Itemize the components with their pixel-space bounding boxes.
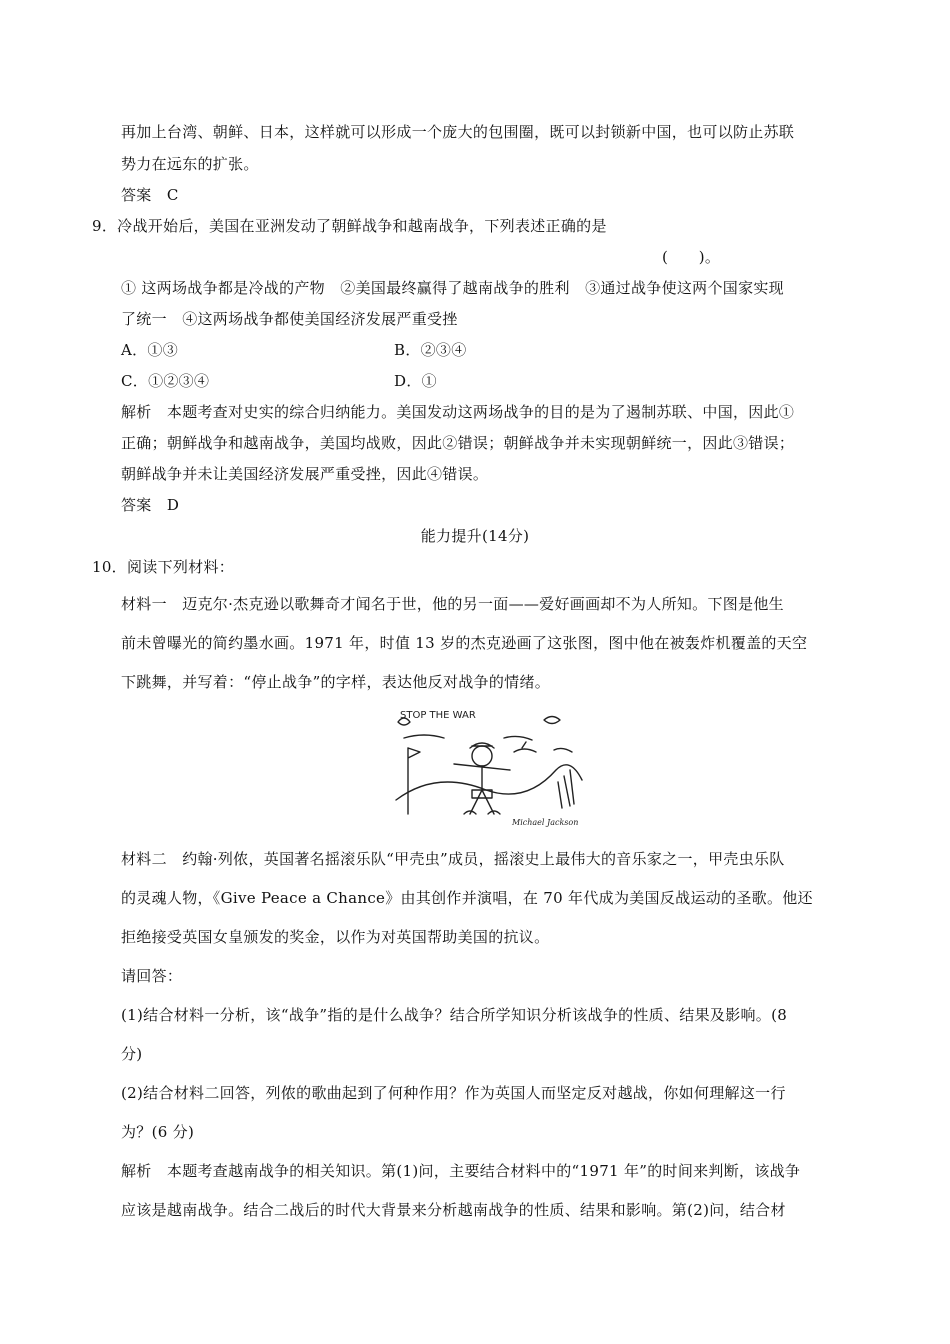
ink-drawing-figure [394,708,584,830]
q9-analysis-line-1: 解析 本题考查对史实的综合归纳能力。美国发动这两场战争的目的是为了遏制苏联、中国，因此① [121,403,795,421]
q9-answer: 答案 D [121,496,180,514]
q10-material2-line-2: 的灵魂人物，《Give Peace a Chance》由其创作并演唱，在 70 年代成为美国反战运动的圣歌。他还 [121,889,813,907]
q10-material2-line-1: 材料二 约翰·列侬，英国著名摇滚乐队“甲壳虫”成员，摇滚史上最伟大的音乐家之一，甲壳虫乐队 [121,850,785,868]
q9-analysis-line-3: 朝鲜战争并未让美国经济发展严重受挫，因此④错误。 [121,465,489,483]
bomber-shape-3 [514,742,572,752]
q8-text-line-1: 再加上台湾、朝鲜、日本，这样就可以形成一个庞大的包围圈，既可以封锁新中国，也可以防止苏联 [121,123,795,141]
flag-pole [408,748,420,814]
q10-material1-line-1: 材料一 迈克尔·杰克逊以歌舞奇才闻名于世，他的另一面——爱好画画却不为人所知。下图是他生 [121,595,784,613]
sky-scribble [404,735,532,740]
q10-sub1-line-2: 分) [121,1045,143,1063]
figure-stop-the-war-text: STOP THE WAR [400,710,476,721]
q10-material1-line-3: 下跳舞，并写着：“停止战争”的字样，表达他反对战争的情绪。 [121,673,551,691]
q8-answer: 答案 C [121,186,179,204]
q9-option-b: B．②③④ [394,341,467,359]
q9-items-line-2: 了统一 ④这两场战争都使美国经济发展严重受挫 [121,310,458,328]
q9-option-d: D．① [394,372,437,390]
section-title: 能力提升(14分) [420,527,530,545]
hill-line [396,765,582,800]
q9-stem: 9．冷战开始后，美国在亚洲发动了朝鲜战争和越南战争，下列表述正确的是 [92,217,607,235]
figure-signature: Michael Jackson [512,818,579,827]
q10-sub1-line-1: (1)结合材料一分析，该“战争”指的是什么战争？结合所学知识分析该战争的性质、结果及影响。(8 [121,1006,788,1024]
q9-answer-parenthesis: ( )。 [662,248,721,266]
q10-analysis-line-2: 应该是越南战争。结合二战后的时代大背景来分析越南战争的性质、结果和影响。第(2)问，结合材 [121,1201,786,1219]
figure-body [454,764,510,814]
bomber-shape-2 [544,717,560,724]
figure-head [472,746,492,766]
q10-analysis-line-1: 解析 本题考查越南战争的相关知识。第(1)问，主要结合材料中的“1971 年”的时间来判断，该战争 [121,1162,801,1180]
q10-prompt: 请回答： [121,967,183,985]
figure-hat [470,743,494,748]
q10-stem: 10．阅读下列材料： [92,558,235,576]
q8-text-line-2: 势力在远东的扩张。 [121,155,259,173]
q9-items-line-1: ① 这两场战争都是冷战的产物 ②美国最终赢得了越南战争的胜利 ③通过战争使这两个国家实现 [121,279,784,297]
grass-strokes [558,770,574,808]
q10-sub2-line-2: 为？(6 分) [121,1123,195,1141]
q10-material1-line-2: 前未曾曝光的简约墨水画。1971 年，时值 13 岁的杰克逊画了这张图，图中他在被轰炸机覆盖的天空 [121,634,808,652]
q10-sub2-line-1: (2)结合材料二回答，列侬的歌曲起到了何种作用？作为英国人而坚定反对越战，你如何理解这一行 [121,1084,786,1102]
q10-material2-line-3: 拒绝接受英国女皇颁发的奖金，以作为对英国帮助美国的抗议。 [121,928,550,946]
q9-analysis-line-2: 正确；朝鲜战争和越南战争，美国均战败，因此②错误；朝鲜战争并未实现朝鲜统一，因此③错误； [121,434,795,452]
figure-shoes [464,811,500,814]
q9-option-a: A．①③ [121,341,179,359]
q9-option-c: C．①②③④ [121,372,210,390]
